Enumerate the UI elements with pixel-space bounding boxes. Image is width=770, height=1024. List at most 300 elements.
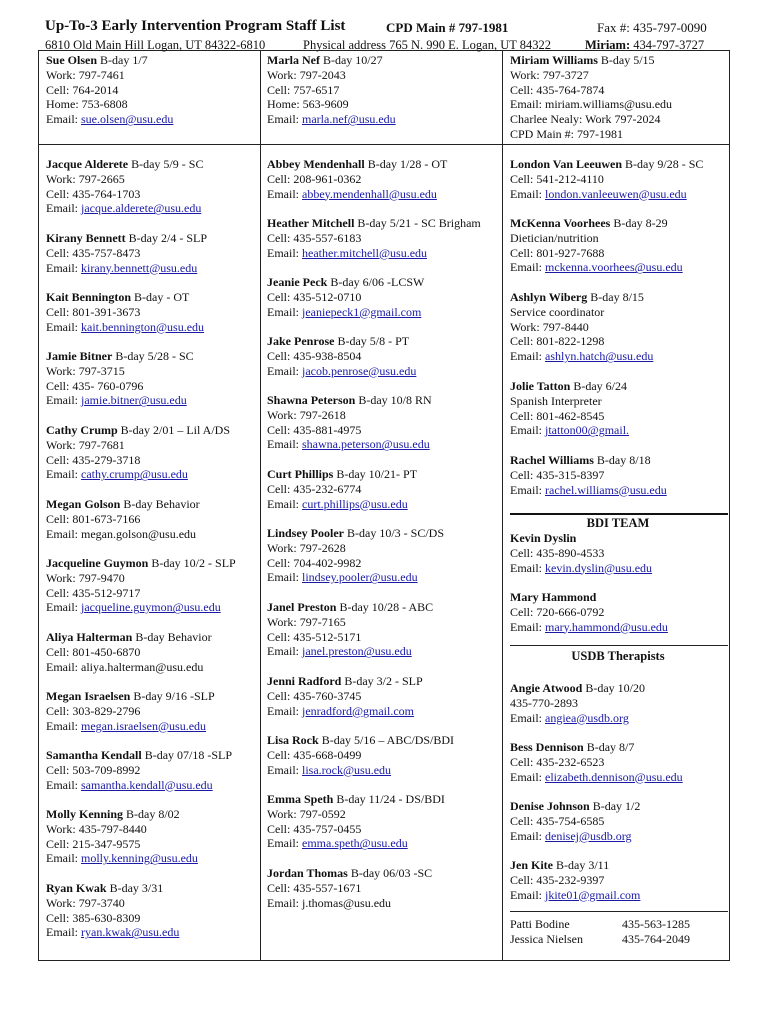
- staff-name: Jordan Thomas: [267, 866, 348, 880]
- contact-line: Cell: 435-232-9397: [510, 872, 605, 887]
- staff-name-line: [267, 526, 444, 541]
- email-label: Email:: [510, 710, 545, 725]
- staff-name: Bess Dennison: [510, 740, 584, 754]
- staff-details: B-day 10/2 - SLP: [148, 556, 236, 570]
- staff-name-line: [267, 334, 416, 349]
- email-link[interactable]: lindsey.pooler@usu.edu: [302, 570, 418, 585]
- miriam-phone: 434-797-3727: [630, 38, 705, 52]
- email-label: Email:: [510, 482, 545, 497]
- staff-name-line: [46, 423, 230, 438]
- contact-line: Cell: 435-512-0710: [267, 289, 362, 304]
- contact-line: Email: miriam.williams@usu.edu: [510, 97, 673, 112]
- contact-line: Cell: 435-764-1703: [46, 186, 141, 201]
- email-line: [510, 620, 668, 635]
- contact-line: Home: 753-6808: [46, 97, 128, 112]
- staff-entry: [510, 799, 640, 843]
- staff-entry: [510, 590, 668, 634]
- staff-name: Kait Bennington: [46, 290, 132, 304]
- staff-name: Angie Atwood: [510, 681, 583, 695]
- staff-name: Mary Hammond: [510, 590, 597, 604]
- contact-line: Cell: 503-709-8992: [46, 762, 141, 777]
- email-line: [510, 888, 640, 903]
- staff-details: B-day 5/9 - SC: [128, 157, 204, 171]
- email-label: Email:: [267, 112, 302, 127]
- email-label: Email:: [267, 836, 302, 851]
- email-label: Email:: [267, 437, 302, 452]
- staff-name: Janel Preston: [267, 600, 337, 614]
- contact-line: Work: 797-0592: [267, 806, 346, 821]
- contact-line: Work: 797-7165: [267, 614, 346, 629]
- staff-name-line: [510, 379, 629, 394]
- email-label: Email:: [46, 201, 81, 216]
- section-separator: [510, 513, 728, 515]
- staff-entry: [510, 681, 645, 725]
- email-label: Email:: [46, 851, 81, 866]
- contact-line: Cell: 801-391-3673: [46, 304, 141, 319]
- staff-entry: [510, 453, 667, 497]
- contact-line: Cell: 435-754-6585: [510, 813, 605, 828]
- staff-name-line: [46, 497, 200, 512]
- staff-details: B-day 07/18 -SLP: [141, 748, 233, 762]
- fax-number: Fax #: 435-797-0090: [597, 20, 707, 35]
- contact-line: Cell: 435-757-8473: [46, 245, 141, 260]
- email-line: [267, 112, 396, 127]
- section-separator: [510, 645, 728, 646]
- staff-name: Shawna Peterson: [267, 393, 356, 407]
- contact-line: Service coordinator: [510, 304, 605, 319]
- email-line: [267, 763, 454, 778]
- staff-name-line: [46, 881, 179, 896]
- staff-name-line: [510, 740, 683, 755]
- email-label: Email:: [46, 260, 81, 275]
- email-label: Email:: [46, 467, 81, 482]
- email-link[interactable]: kait.bennington@usu.edu: [81, 319, 205, 334]
- contact-line: Cell: 435-764-7874: [510, 82, 605, 97]
- staff-details: B-day 5/8 - PT: [334, 334, 410, 348]
- email-link[interactable]: kirany.bennett@usu.edu: [81, 260, 198, 275]
- contact-line: Spanish Interpreter: [510, 393, 602, 408]
- staff-details: B-day 3/31: [106, 881, 164, 895]
- email-label: Email:: [267, 644, 302, 659]
- email-label: Email:: [46, 777, 81, 792]
- staff-name: Jake Penrose: [267, 334, 335, 348]
- staff-name-line: [510, 531, 652, 546]
- email-link[interactable]: kevin.dyslin@usu.edu: [545, 560, 653, 575]
- staff-name: Jeanie Peck: [267, 275, 328, 289]
- email-label: Email:: [46, 319, 81, 334]
- column-divider: [502, 51, 503, 960]
- contact-line: Cell: 208-961-0362: [267, 171, 362, 186]
- email-line: [46, 320, 204, 335]
- staff-name: Jacqueline Guymon: [46, 556, 149, 570]
- email-link[interactable]: marla.nef@usu.edu: [302, 112, 396, 127]
- email-link[interactable]: curt.phillips@usu.edu: [302, 496, 408, 511]
- staff-name-line: [46, 290, 204, 305]
- staff-name-line: [46, 231, 207, 246]
- staff-details: B-day 2/01 – Lil A/DS: [117, 423, 231, 437]
- email-label: Email:: [46, 600, 81, 615]
- staff-entry: [46, 556, 236, 615]
- staff-entry: [46, 290, 204, 334]
- email-label: Email:: [267, 570, 302, 585]
- staff-entry: [46, 881, 179, 940]
- email-line: [510, 770, 683, 785]
- email-line: [510, 187, 703, 202]
- email-link[interactable]: abbey.mendenhall@usu.edu: [302, 186, 437, 201]
- staff-name-line: [46, 807, 198, 822]
- staff-details: B-day 6/24: [570, 379, 628, 393]
- staff-name: Heather Mitchell: [267, 216, 355, 230]
- contact-line: Cell: 801-673-7166: [46, 511, 141, 526]
- email-link[interactable]: megan.israelsen@usu.edu: [81, 718, 207, 733]
- staff-details: B-day 8/15: [587, 290, 644, 304]
- contact-line: Work: 797-2043: [267, 67, 346, 82]
- email-link[interactable]: jenradford@gmail.com: [302, 703, 415, 718]
- contact-line: CPD Main #: 797-1981: [510, 126, 624, 141]
- email-label: Email:: [46, 393, 81, 408]
- email-line: [510, 260, 683, 275]
- email-link[interactable]: jeaniepeck1@gmail.com: [302, 304, 422, 319]
- email-link[interactable]: jacob.penrose@usu.edu: [302, 363, 417, 378]
- email-line: [46, 201, 203, 216]
- contact-line: Cell: 757-6517: [267, 82, 340, 97]
- staff-name-line: [267, 216, 481, 231]
- staff-entry: [510, 379, 629, 438]
- email-label: Email:: [267, 186, 302, 201]
- staff-name: Molly Kenning: [46, 807, 124, 821]
- staff-entry: [510, 858, 640, 902]
- staff-entry: [267, 334, 416, 378]
- contact-line: Work: 797-3740: [46, 895, 125, 910]
- contact-line: Cell: 215-347-9575: [46, 836, 141, 851]
- staff-name: Rachel Williams: [510, 453, 594, 467]
- miriam-label: Miriam:: [585, 38, 631, 52]
- email-line: [510, 349, 653, 364]
- usdb-therapists-title: USDB Therapists: [571, 649, 665, 663]
- staff-name-line: [510, 53, 672, 68]
- staff-name-line: [267, 393, 432, 408]
- staff-entry: [46, 497, 200, 541]
- staff-details: B-day 8/02: [123, 807, 180, 821]
- email-link[interactable]: ashlyn.hatch@usu.edu: [545, 349, 654, 364]
- staff-name: Samantha Kendall: [46, 748, 142, 762]
- email-line: [267, 364, 416, 379]
- mailing-address: 6810 Old Main Hill Logan, UT 84322-6810: [45, 38, 266, 52]
- section-separator: [510, 911, 728, 912]
- staff-details: B-day 06/03 -SC: [347, 866, 433, 880]
- column-divider: [260, 51, 261, 960]
- email-line: [267, 704, 423, 719]
- email-link[interactable]: elizabeth.dennison@usu.edu: [545, 769, 683, 784]
- email-label: Email:: [510, 619, 545, 634]
- staff-entry: [46, 349, 194, 408]
- staff-entry: [46, 807, 198, 866]
- contact-line: Work: 435-797-8440: [46, 821, 147, 836]
- other-contact-row: [510, 917, 690, 932]
- email-link[interactable]: molly.kenning@usu.edu: [81, 851, 198, 866]
- staff-name-line: [510, 216, 683, 231]
- email-label: Email:: [267, 304, 302, 319]
- staff-name-line: [510, 799, 640, 814]
- staff-name: Cathy Crump: [46, 423, 118, 437]
- email-label: Email:: [267, 496, 302, 511]
- staff-details: B-day 2/4 - SLP: [125, 231, 208, 245]
- email-line: [267, 836, 445, 851]
- staff-name: Megan Golson: [46, 497, 121, 511]
- contact-line: Cell: 303-829-2796: [46, 703, 141, 718]
- contact-line: Dietician/nutrition: [510, 230, 599, 245]
- staff-details: B-day 9/16 -SLP: [130, 689, 215, 703]
- email-line: [46, 851, 198, 866]
- staff-entry: [46, 630, 212, 674]
- staff-table: [38, 50, 730, 961]
- email-line: [510, 423, 629, 438]
- email-link[interactable]: jtatton00@gmail.: [545, 423, 630, 438]
- staff-details: B-day 8/7: [583, 740, 635, 754]
- email-link[interactable]: samantha.kendall@usu.edu: [81, 777, 213, 792]
- staff-entry: [510, 216, 683, 275]
- staff-name-line: [267, 600, 433, 615]
- contact-line: Cell: 704-402-9982: [267, 555, 362, 570]
- staff-name-line: [267, 157, 447, 172]
- staff-name: Abbey Mendenhall: [267, 157, 365, 171]
- email-label: Email:: [510, 828, 545, 843]
- other-contact-name: Jessica Nielsen: [510, 931, 583, 946]
- staff-name: Lindsey Pooler: [267, 526, 344, 540]
- staff-entry: [267, 275, 424, 319]
- email-line: [267, 246, 481, 261]
- staff-details: B-day 5/28 - SC: [112, 349, 194, 363]
- email-link[interactable]: cathy.crump@usu.edu: [81, 467, 188, 482]
- email-line: [267, 570, 444, 585]
- staff-details: B-day 10/27: [319, 53, 383, 67]
- staff-name-line: [510, 157, 703, 172]
- staff-details: B-day 5/16 – ABC/DS/BDI: [318, 733, 455, 747]
- email-label: Email:: [267, 245, 302, 260]
- contact-line: Cell: 801-450-6870: [46, 644, 141, 659]
- staff-name-line: [510, 590, 668, 605]
- staff-details: B-day 3/2 - SLP: [341, 674, 423, 688]
- staff-entry: [267, 53, 396, 127]
- staff-name: Emma Speth: [267, 792, 334, 806]
- staff-name-line: [46, 53, 173, 68]
- other-contact-name: Patti Bodine: [510, 917, 570, 931]
- email-line: [46, 112, 173, 127]
- email-label: Email:: [267, 703, 302, 718]
- staff-name-line: [46, 630, 212, 645]
- staff-details: B-day 9/28 - SC: [622, 157, 704, 171]
- contact-line: Work: 797-8440: [510, 319, 589, 334]
- contact-line: Work: 797-2628: [267, 540, 346, 555]
- staff-details: B-day 11/24 - DS/BDI: [333, 792, 445, 806]
- email-link[interactable]: sue.olsen@usu.edu: [81, 112, 174, 127]
- contact-line: Cell: 435-512-5171: [267, 629, 362, 644]
- staff-details: B-day Behavior: [120, 497, 200, 511]
- staff-name-line: [267, 866, 432, 881]
- staff-details: B-day 10/8 RN: [355, 393, 432, 407]
- staff-name: Miriam Williams: [510, 53, 598, 67]
- email-line: Email: megan.golson@usu.edu: [46, 526, 197, 541]
- staff-entry: [46, 689, 215, 733]
- staff-entry: [510, 53, 672, 142]
- contact-line: Cell: 435-279-3718: [46, 452, 141, 467]
- staff-details: B-day 5/15: [597, 53, 655, 67]
- staff-name-line: [267, 275, 424, 290]
- contact-line: Work: 797-2665: [46, 171, 125, 186]
- staff-entry: [46, 423, 230, 482]
- staff-name: Kirany Bennett: [46, 231, 126, 245]
- staff-details: B-day 3/11: [553, 858, 610, 872]
- email-label: Email:: [510, 769, 545, 784]
- email-link[interactable]: lisa.rock@usu.edu: [302, 762, 392, 777]
- contact-line: Home: 563-9609: [267, 97, 349, 112]
- staff-details: B-day 1/2: [589, 799, 641, 813]
- staff-details: B-day 1/7: [97, 53, 148, 67]
- email-label: Email:: [267, 762, 302, 777]
- staff-details: B-day 10/3 - SC/DS: [344, 526, 445, 540]
- staff-name: Ashlyn Wiberg: [510, 290, 588, 304]
- staff-name: Lisa Rock: [267, 733, 319, 747]
- staff-details: B-day 6/06 -LCSW: [327, 275, 425, 289]
- contact-line: Cell: 385-630-8309: [46, 910, 141, 925]
- email-line: [46, 261, 207, 276]
- contact-line: Work: 797-3715: [46, 363, 125, 378]
- contact-line: Cell: 435-557-1671: [267, 880, 362, 895]
- email-link[interactable]: jacqueline.guymon@usu.edu: [81, 600, 221, 615]
- staff-name: Jenni Radford: [267, 674, 342, 688]
- staff-name: Kevin Dyslin: [510, 531, 577, 545]
- email-link[interactable]: denisej@usdb.org: [545, 828, 632, 843]
- email-link[interactable]: angiea@usdb.org: [545, 710, 629, 725]
- email-line: [267, 644, 433, 659]
- row-divider: [39, 144, 729, 145]
- email-line: [510, 561, 652, 576]
- email-link[interactable]: rachel.williams@usu.edu: [545, 482, 667, 497]
- staff-name: Curt Phillips: [267, 467, 334, 481]
- contact-line: Cell: 435-890-4533: [510, 545, 605, 560]
- other-contacts: [510, 917, 690, 947]
- email-label: Email:: [46, 925, 81, 940]
- email-line: [267, 305, 424, 320]
- other-contact-row: [510, 932, 690, 947]
- contact-line: Cell: 435-668-0499: [267, 747, 362, 762]
- email-link[interactable]: london.vanleeuwen@usu.edu: [545, 186, 687, 201]
- email-label: Email:: [510, 560, 545, 575]
- email-link[interactable]: shawna.peterson@usu.edu: [302, 437, 430, 452]
- email-link[interactable]: emma.speth@usu.edu: [302, 836, 408, 851]
- staff-name-line: [46, 556, 236, 571]
- email-line: [46, 719, 215, 734]
- staff-entry: [46, 53, 173, 127]
- staff-name: Jamie Bitner: [46, 349, 113, 363]
- staff-entry: [46, 748, 232, 792]
- email-link[interactable]: ryan.kwak@usu.edu: [81, 925, 180, 940]
- staff-entry: [510, 290, 653, 364]
- staff-details: B-day 1/28 - OT: [364, 157, 448, 171]
- page-header: [45, 18, 725, 52]
- email-line: [267, 437, 432, 452]
- email-link[interactable]: janel.preston@usu.edu: [302, 644, 412, 659]
- staff-entry: [46, 231, 207, 275]
- staff-entry: [510, 157, 703, 201]
- staff-details: B-day 10/20: [582, 681, 646, 695]
- staff-name-line: [510, 681, 645, 696]
- email-line: Email: j.thomas@usu.edu: [267, 895, 392, 910]
- staff-name: Aliya Halterman: [46, 630, 133, 644]
- staff-entry: [267, 393, 432, 452]
- email-link[interactable]: jacque.alderete@usu.edu: [81, 201, 202, 216]
- contact-line: Cell: 435-938-8504: [267, 348, 362, 363]
- staff-details: B-day 8-29: [610, 216, 668, 230]
- email-link[interactable]: jamie.bitner@usu.edu: [81, 393, 187, 408]
- email-label: Email:: [46, 112, 81, 127]
- staff-name: Jacque Alderete: [46, 157, 129, 171]
- contact-line: 435-770-2893: [510, 695, 578, 710]
- cpd-main-number: CPD Main # 797-1981: [386, 20, 509, 35]
- staff-name: London Van Leeuwen: [510, 157, 623, 171]
- staff-entry: [267, 792, 445, 851]
- email-link[interactable]: jkite01@gmail.com: [545, 887, 641, 902]
- staff-name: Jen Kite: [510, 858, 553, 872]
- email-line: [46, 778, 232, 793]
- email-line: [510, 829, 640, 844]
- email-line: [510, 711, 645, 726]
- contact-line: Cell: 801-822-1298: [510, 334, 605, 349]
- staff-entry: [46, 157, 203, 216]
- staff-details: B-day 10/28 - ABC: [336, 600, 434, 614]
- staff-details: B-day Behavior: [132, 630, 212, 644]
- contact-line: Cell: 801-927-7688: [510, 245, 605, 260]
- contact-line: Work: 797-7461: [46, 67, 125, 82]
- contact-line: Cell: 435-232-6774: [267, 481, 362, 496]
- email-label: Email:: [510, 887, 545, 902]
- email-link[interactable]: mckenna.voorhees@usu.edu: [545, 260, 683, 275]
- email-line: [46, 600, 236, 615]
- contact-line: Work: 797-7681: [46, 437, 125, 452]
- other-contact-phone: 435-764-2049: [622, 931, 690, 946]
- contact-line: Work: 797-9470: [46, 570, 125, 585]
- staff-name: McKenna Voorhees: [510, 216, 611, 230]
- staff-details: B-day 10/21- PT: [333, 467, 418, 481]
- staff-name-line: [46, 349, 194, 364]
- contact-line: Cell: 720-666-0792: [510, 604, 605, 619]
- staff-name-line: [46, 157, 203, 172]
- email-line: Email: aliya.halterman@usu.edu: [46, 659, 204, 674]
- staff-name-line: [510, 290, 653, 305]
- page-title: Up-To-3 Early Intervention Program Staff List: [45, 18, 346, 34]
- email-link[interactable]: mary.hammond@usu.edu: [545, 619, 668, 634]
- staff-entry: [267, 526, 444, 585]
- email-label: Email:: [510, 260, 545, 275]
- email-label: Email:: [510, 349, 545, 364]
- email-label: Email:: [267, 363, 302, 378]
- staff-name: Sue Olsen: [46, 53, 98, 67]
- staff-entry: [267, 733, 454, 777]
- email-link[interactable]: heather.mitchell@usu.edu: [302, 245, 428, 260]
- staff-name-line: [267, 733, 454, 748]
- staff-entry: [510, 740, 683, 784]
- contact-line: Cell: 435-757-0455: [267, 821, 362, 836]
- staff-details: B-day 8/18: [593, 453, 651, 467]
- other-contact-phone: 435-563-1285: [622, 917, 690, 931]
- contact-line: Charlee Nealy: Work 797-2024: [510, 112, 661, 127]
- bdi-team-title: BDI TEAM: [586, 516, 650, 530]
- staff-entry: [510, 531, 652, 575]
- contact-line: Cell: 435-557-6183: [267, 230, 362, 245]
- email-line: [267, 187, 447, 202]
- staff-entry: [267, 216, 481, 260]
- email-label: Email:: [46, 718, 81, 733]
